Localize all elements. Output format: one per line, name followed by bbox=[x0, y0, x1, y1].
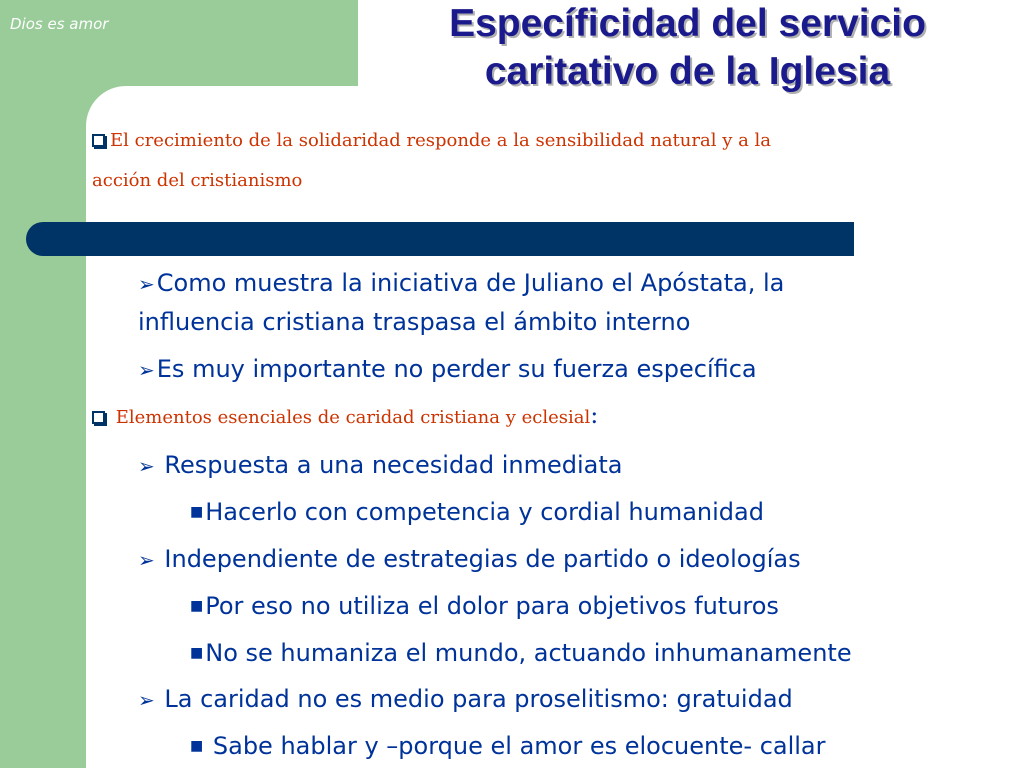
title-line-2: caritativo de la Iglesia bbox=[484, 50, 891, 93]
item-respuesta-text: Respuesta a una necesidad inmediata bbox=[164, 451, 623, 479]
square-bullet-icon: ■ bbox=[190, 598, 204, 614]
arrow-bullet-icon: ➢ bbox=[138, 454, 155, 478]
arrow-bullet-icon: ➢ bbox=[138, 272, 155, 296]
checkbox-square-icon bbox=[92, 411, 105, 424]
section-1-line-2: acción del cristianismo bbox=[92, 170, 303, 191]
rounded-corner bbox=[86, 86, 126, 126]
item-independiente-text: Independiente de estrategias de partido o ideologías bbox=[164, 545, 801, 573]
subitem-competencia-text: Hacerlo con competencia y cordial humanidad bbox=[205, 498, 764, 526]
arrow-bullet-icon: ➢ bbox=[138, 358, 155, 382]
subitem-dolor bbox=[190, 591, 779, 621]
point-julian bbox=[138, 264, 1008, 341]
arrow-bullet-icon: ➢ bbox=[138, 688, 155, 712]
section-1-line-1: El crecimiento de la solidaridad responde a la sensibilidad natural y a la bbox=[110, 130, 772, 151]
subitem-hablar bbox=[190, 731, 826, 761]
slide-title bbox=[355, 0, 1020, 96]
title-line-1: Especíﬁcidad del servicio bbox=[449, 2, 926, 45]
checkbox-square-icon bbox=[92, 134, 105, 147]
item-caridad bbox=[138, 684, 793, 715]
section-1-paragraph bbox=[92, 121, 862, 201]
point-force bbox=[138, 350, 1008, 389]
brand-label: Dios es amor bbox=[10, 15, 109, 33]
point-julian-line-1: Como muestra la iniciativa de Juliano el Apóstata, la bbox=[156, 269, 785, 297]
item-caridad-text: La caridad no es medio para proselitismo: gratuidad bbox=[164, 685, 793, 713]
section-2-colon: : bbox=[590, 401, 599, 429]
item-respuesta bbox=[138, 450, 623, 481]
subitem-humaniza-text: No se humaniza el mundo, actuando inhumanamente bbox=[205, 639, 852, 667]
item-independiente bbox=[138, 544, 801, 575]
subitem-competencia bbox=[190, 497, 764, 527]
left-green-band bbox=[0, 0, 86, 768]
square-bullet-icon: ■ bbox=[190, 645, 204, 661]
subitem-dolor-text: Por eso no utiliza el dolor para objetivos futuros bbox=[205, 592, 779, 620]
section-2-heading bbox=[92, 400, 892, 433]
subitem-humaniza bbox=[190, 638, 852, 668]
square-bullet-icon: ■ bbox=[190, 504, 204, 520]
navy-divider-bar bbox=[26, 222, 854, 256]
section-2-label: Elementos esenciales de caridad cristiana y eclesial bbox=[115, 407, 591, 428]
arrow-bullet-icon: ➢ bbox=[138, 548, 155, 572]
subitem-hablar-text: Sabe hablar y –porque el amor es elocuente- callar bbox=[212, 732, 826, 760]
point-julian-line-2: influencia cristiana traspasa el ámbito interno bbox=[138, 308, 691, 336]
point-force-text: Es muy importante no perder su fuerza específica bbox=[156, 355, 757, 383]
square-bullet-icon: ■ bbox=[190, 738, 204, 754]
top-green-band bbox=[0, 0, 358, 86]
